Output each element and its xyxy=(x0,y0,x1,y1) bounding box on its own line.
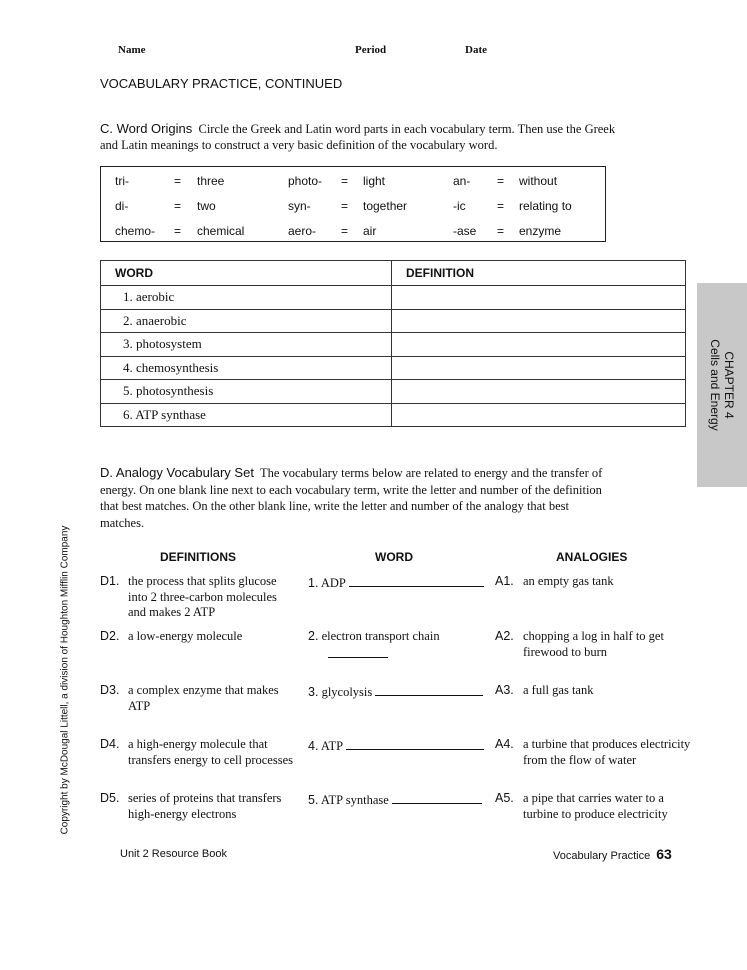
definition-cell[interactable] xyxy=(392,286,686,310)
definition-text: the process that splits glucose into 2 three-carbon molecules and makes 2 ATP xyxy=(128,574,277,619)
chapter-side-tab xyxy=(697,283,747,487)
analogy-text: a full gas tank xyxy=(523,683,594,697)
section-d-heading: D. Analogy Vocabulary Set xyxy=(100,465,254,480)
table-row xyxy=(101,403,686,427)
word-number: 3. xyxy=(308,685,319,699)
definition-cell[interactable] xyxy=(392,309,686,333)
definition-column-header: DEFINITION xyxy=(392,261,686,286)
section-c-heading: C. Word Origins xyxy=(100,121,193,136)
analogy-item xyxy=(495,791,695,821)
name-label: Name xyxy=(118,44,146,56)
definition-cell[interactable] xyxy=(392,380,686,404)
word-term: ATP xyxy=(320,739,343,753)
word-part-meaning: without xyxy=(519,174,558,188)
word-term: glycolysis xyxy=(321,685,373,699)
definition-item xyxy=(100,791,300,821)
definition-item xyxy=(100,683,300,713)
definitions-header: DEFINITIONS xyxy=(160,550,237,564)
table-row xyxy=(101,356,686,380)
section-c-instructions xyxy=(100,121,620,153)
analogy-item xyxy=(495,574,695,590)
word-item xyxy=(308,737,484,755)
equals-sign: = xyxy=(497,199,505,213)
analogy-code: A5. xyxy=(495,791,514,805)
footer-section xyxy=(553,846,672,862)
definition-item xyxy=(100,629,300,645)
equals-sign: = xyxy=(497,224,505,238)
word-definition-table xyxy=(100,260,686,427)
footer-section-label: Vocabulary Practice xyxy=(553,850,651,862)
analogy-code: A1. xyxy=(495,574,514,588)
vocab-word: 2. anaerobic xyxy=(101,309,392,333)
word-item xyxy=(308,683,483,701)
section-d-instructions xyxy=(100,465,610,531)
analogy-text: a pipe that carries water to a turbine to produce electricity xyxy=(523,791,668,821)
word-part-meaning: air xyxy=(363,224,377,238)
word-part: di- xyxy=(115,199,129,213)
word-part: chemo- xyxy=(115,224,156,238)
analogy-code: A2. xyxy=(495,629,514,643)
definition-code: D2. xyxy=(100,629,120,643)
definition-text: a high-energy molecule that transfers energy to cell processes xyxy=(128,737,293,767)
definition-cell[interactable] xyxy=(392,356,686,380)
answer-blank[interactable] xyxy=(375,683,483,696)
word-part: -ase xyxy=(453,224,477,238)
vocab-word: 4. chemosynthesis xyxy=(101,356,392,380)
definition-text: a low-energy molecule xyxy=(128,629,243,643)
page-number: 63 xyxy=(656,846,672,862)
table-row xyxy=(101,286,686,310)
table-row xyxy=(101,309,686,333)
equals-sign: = xyxy=(497,174,505,188)
analogy-item xyxy=(495,629,695,659)
analogy-text: a turbine that produces electricity from the flow of water xyxy=(523,737,691,767)
definition-cell[interactable] xyxy=(392,333,686,357)
word-part: syn- xyxy=(288,199,311,213)
definition-text: series of proteins that transfers high-energy electrons xyxy=(128,791,282,821)
word-part: an- xyxy=(453,174,471,188)
definition-code: D5. xyxy=(100,791,120,805)
word-part-meaning: together xyxy=(363,199,408,213)
word-part: tri- xyxy=(115,174,129,188)
word-part-meaning: light xyxy=(363,174,386,188)
copyright-notice: Copyright by McDougal Littell, a division of Houghton Mifflin Company xyxy=(59,525,71,835)
table-row xyxy=(101,380,686,404)
word-number: 5. xyxy=(308,793,319,807)
chapter-number: CHAPTER 4 xyxy=(722,351,736,419)
word-number: 2. xyxy=(308,629,319,643)
answer-blank[interactable] xyxy=(349,574,484,587)
vocab-word: 1. aerobic xyxy=(101,286,392,310)
word-column-header: WORD xyxy=(101,261,392,286)
section-title: VOCABULARY PRACTICE, CONTINUED xyxy=(100,76,343,91)
equals-sign: = xyxy=(341,174,349,188)
word-part-meaning: enzyme xyxy=(519,224,562,238)
vocab-word: 5. photosynthesis xyxy=(101,380,392,404)
answer-blank[interactable] xyxy=(346,737,484,750)
word-part-meaning: three xyxy=(197,174,225,188)
word-item xyxy=(308,791,482,809)
word-term: electron transport chain xyxy=(321,629,440,643)
word-parts-box xyxy=(100,166,606,242)
equals-sign: = xyxy=(174,224,182,238)
chapter-title: Cells and Energy xyxy=(708,339,722,431)
table-row xyxy=(101,333,686,357)
vocab-word: 3. photosystem xyxy=(101,333,392,357)
word-part-meaning: relating to xyxy=(519,199,572,213)
word-part: aero- xyxy=(288,224,317,238)
vocab-word: 6. ATP synthase xyxy=(101,403,392,427)
word-number: 4. xyxy=(308,739,319,753)
word-part-meaning: chemical xyxy=(197,224,245,238)
analogy-text: chopping a log in half to get firewood to burn xyxy=(523,629,664,659)
date-label: Date xyxy=(465,44,487,56)
analogy-item xyxy=(495,683,695,699)
word-part: -ic xyxy=(453,199,466,213)
equals-sign: = xyxy=(341,199,349,213)
word-number: 1. xyxy=(308,576,319,590)
footer-book-title: Unit 2 Resource Book xyxy=(120,848,227,860)
word-term: ATP synthase xyxy=(320,793,389,807)
word-part-meaning: two xyxy=(197,199,216,213)
definition-item xyxy=(100,574,300,619)
analogy-code: A4. xyxy=(495,737,514,751)
period-label: Period xyxy=(355,44,387,56)
word-header: WORD xyxy=(375,550,413,564)
definition-cell[interactable] xyxy=(392,403,686,427)
answer-blank[interactable] xyxy=(328,645,388,658)
analogy-item xyxy=(495,737,695,767)
analogy-text: an empty gas tank xyxy=(523,574,614,588)
word-item xyxy=(308,574,484,592)
definition-item xyxy=(100,737,300,767)
definition-code: D1. xyxy=(100,574,120,588)
analogy-code: A3. xyxy=(495,683,514,697)
word-term: ADP xyxy=(320,576,346,590)
answer-blank[interactable] xyxy=(392,791,482,804)
definition-code: D3. xyxy=(100,683,120,697)
word-part: photo- xyxy=(288,174,323,188)
definition-text: a complex enzyme that makes ATP xyxy=(128,683,279,713)
section-d-text: The vocabulary terms below are related to energy and the transfer of energy. On one blank line next to each vocabulary term, write the letter and number of the definition that best matches. On the other blank line, write the letter and number of the analogy that best matches. xyxy=(100,466,603,530)
section-c-text: Circle the Greek and Latin word parts in each vocabulary term. Then use the Greek and Latin meanings to construct a very basic definition of the vocabulary word. xyxy=(100,122,616,152)
word-item xyxy=(308,629,488,662)
equals-sign: = xyxy=(174,199,182,213)
analogies-header: ANALOGIES xyxy=(556,550,628,564)
table-header-row xyxy=(101,261,686,286)
equals-sign: = xyxy=(174,174,182,188)
equals-sign: = xyxy=(341,224,349,238)
definition-code: D4. xyxy=(100,737,120,751)
